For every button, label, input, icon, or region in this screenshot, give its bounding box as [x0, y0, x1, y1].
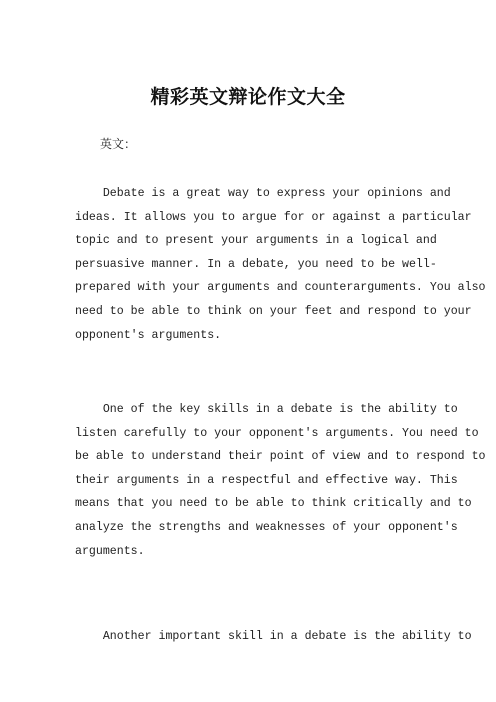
- paragraph-line: prepared with your arguments and counterarguments. You also: [75, 281, 486, 295]
- paragraph-line: arguments.: [75, 544, 145, 558]
- paragraph-line: topic and to present your arguments in a logical and: [75, 234, 437, 248]
- paragraph: [75, 625, 472, 649]
- paragraph: [75, 182, 486, 347]
- section-label: 英文：: [100, 137, 137, 151]
- paragraph-line: Debate is a great way to express your opinions and: [75, 187, 451, 200]
- document-title: 精彩英文辩论作文大全: [150, 86, 346, 108]
- paragraph-line: persuasive manner. In a debate, you need to be well-: [75, 257, 437, 271]
- paragraph-line: ideas. It allows you to argue for or against a particular: [75, 210, 472, 224]
- paragraph: [75, 398, 486, 563]
- paragraph-line: be able to understand their point of view and to respond to: [75, 450, 486, 464]
- paragraph-line: need to be able to think on your feet and respond to your: [75, 304, 472, 318]
- paragraph-line: their arguments in a respectful and effective way. This: [75, 473, 458, 487]
- paragraph-line: Another important skill in a debate is the ability to: [75, 630, 472, 643]
- paragraph-line: listen carefully to your opponent's arguments. You need to: [75, 426, 479, 440]
- paragraph-line: One of the key skills in a debate is the ability to: [75, 403, 458, 416]
- paragraph-line: analyze the strengths and weaknesses of your opponent's: [75, 520, 458, 534]
- paragraph-line: opponent's arguments.: [75, 328, 222, 342]
- paragraph-line: means that you need to be able to think critically and to: [75, 497, 472, 511]
